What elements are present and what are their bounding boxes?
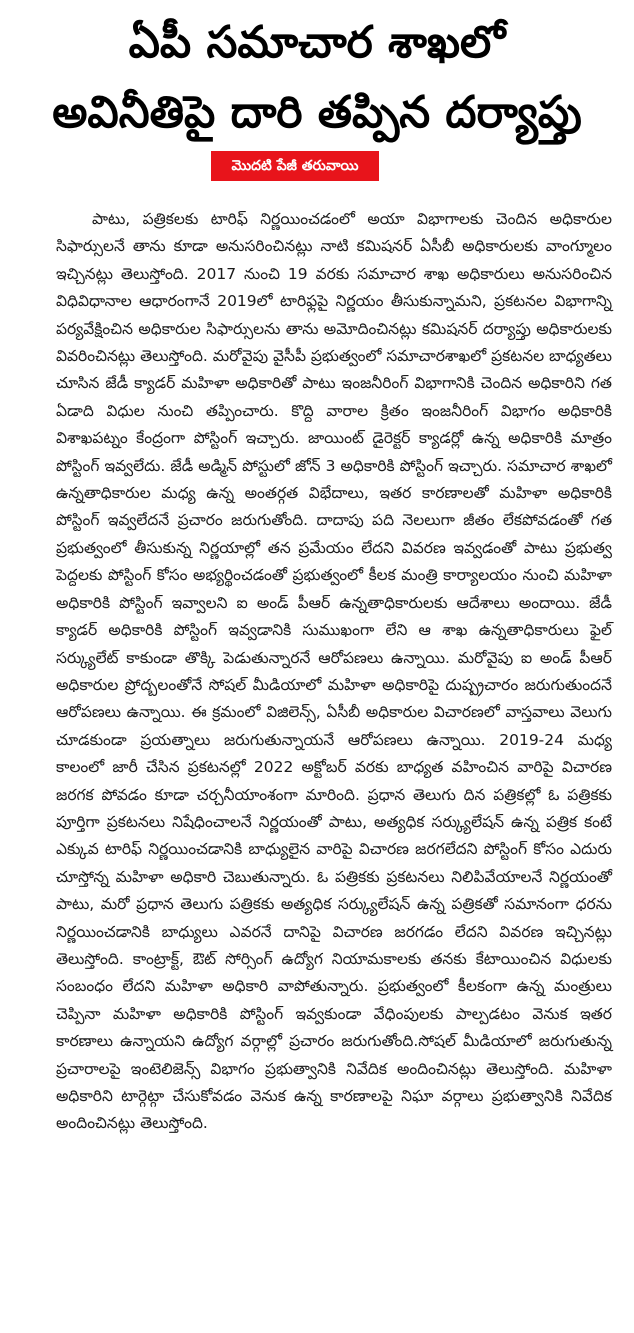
article-paragraph: పాటు, పత్రికలకు టారిఫ్ నిర్ణయించడంలో అయా విభాగాలకు చెందిన అధికారుల సిఫార్సులనే తాను కూడా అనుసరించినట్లు నాటి కమిషనర్ ఏసీబీ అధికారులకు వాంగ్మూలం ఇచ్చినట్లు తెలుస్తోంది. 2017 నుంచి 19 వరకు సమాచార శాఖ అధికారులు అనుసరించిన విధివిధానాల ఆధారంగానే 2019లో టారిఫ్లపై నిర్ణయం తీసుకున్నామని, ప్రకటనల విభాగాన్ని పర్యవేక్షించిన అధికారుల సిఫార్సులను తాను అమోదించినట్లు కమిషనర్ దర్యాప్తు అధికారులకు వివరించినట్లు తెలుస్తోంది. మరోవైపు వైసీపీ ప్రభుత్వంలో సమాచారశాఖలో ప్రకటనల బాధ్యతలు చూసిన జేడీ క్యాడర్ మహిళా అధికారితో పాటు ఇంజనీరింగ్ విభాగానికి చెందిన అధికారిని గత ఏడాది విధుల నుంచి తప్పించారు. కొద్ది వారాల క్రితం ఇంజనీరింగ్ విభాగం అధికారికి విశాఖపట్నం కేంద్రంగా పోస్టింగ్ ఇచ్చారు. జాయింట్ డైరెక్టర్ క్యాడర్లో ఉన్న అధికారికి మాత్రం పోస్టింగ్ ఇవ్వలేదు. జేడీ అడ్మిన్ పోస్టులో జోన్ 3 అధికారికి పోస్టింగ్ ఇచ్చారు. సమాచార శాఖలో ఉన్నతాధికారుల మధ్య ఉన్న అంతర్గత విభేదాలు, ఇతర కారణాలతో మహిళా అధికారికి పోస్టింగ్ ఇవ్వలేదనే ప్రచారం జరుగుతోంది. దాదాపు పది నెలలుగా జీతం లేకపోవడంతో గత ప్రభుత్వంలో తీసుకున్న నిర్ణయాల్లో తన ప్రమేయం లేదని వివరణ ఇవ్వడంతో పాటు ప్రభుత్వ పెద్దలకు పోస్టింగ్ కోసం అభ్యర్థించడంతో ప్రభుత్వంలో కీలక మంత్రి కార్యాలయం నుంచి మహిళా అధికారికి పోస్టింగ్ ఇవ్వాలని ఐ అండ్ పీఆర్ ఉన్నతాధికారులకు ఆదేశాలు అందాయి. జేడీ క్యాడర్ అధికారికి పోస్టింగ్ ఇవ్వడానికి సుముఖంగా లేని ఆ శాఖ ఉన్నతాధికారులు ఫైల్ సర్క్యులేట్ కాకుండా తొక్కి పెడుతున్నారనే ఆరోపణలు ఉన్నాయి. మరోవైపు ఐ అండ్ పీఆర్ అధికారుల ప్రోద్బలంతోనే సోషల్ మీడియాలో మహిళా అధికారిపై దుష్ప్రచారం జరుగుతుందనే ఆరోపణలు ఉన్నాయి. ఈ క్రమంలో విజిలెన్స్, ఏసీబీ అధికారుల విచారణలో వాస్తవాలు వెలుగు చూడకుండా ప్రయత్నాలు జరుగుతున్నాయనే ఆరోపణలు ఉన్నాయి. 2019-24 మధ్య కాలంలో జారీ చేసిన ప్రకటనల్లో 2022 అక్టోబర్ వరకు బాధ్యత వహించిన వారిపై విచారణ జరగక పోవడం కూడా చర్చనీయాంశంగా మారింది. ప్రధాన తెలుగు దిన పత్రికల్లో ఓ పత్రికకు పూర్తిగా ప్రకటనలు నిషేధించాలనే నిర్ణయంతో పాటు, అత్యధిక సర్క్యులేషన్ ఉన్న పత్రిక కంటే ఎక్కువ టారిఫ్ నిర్ణయించడానికి బాధ్యులైన వారిపై విచారణ జరగలేదని పోస్టింగ్ కోసం ఎదురు చూస్తోన్న మహిళా అధికారి చెబుతున్నారు. ఓ పత్రికకు ప్రకటనలు నిలిపివేయాలనే నిర్ణయంతో పాటు, మరో ప్రధాన తెలుగు పత్రికకు అత్యధిక సర్క్యులేషన్ ఉన్న పత్రికతో సమానంగా ధరను నిర్ణయించడానికి బాధ్యులు ఎవరనే దానిపై విచారణ జరగడం లేదని వివరణ ఇచ్చినట్లు తెలుస్తోంది. కాంట్రాక్ట్, ఔట్ సోర్సింగ్ ఉద్యోగ నియామకాలకు తనకు కేటాయించిన విధులకు సంబంధం లేదని మహిళా అధికారి వాపోతున్నారు. ప్రభుత్వంలో కీలకంగా ఉన్న మంత్రులు చెప్పినా మహిళా అధికారికి పోస్టింగ్ ఇవ్వకుండా వేధింపులకు పాల్పడటం వెనుక ఇతర కారణాలు ఉన్నాయని ఉద్యోగ వర్గాల్లో ప్రచారం జరుగుతోంది.సోషల్ మీడియాలో జరుగుతున్న ప్రచారాలపై ఇంటెలిజెన్స్ విభాగం ప్రభుత్వానికి నివేదిక అందించినట్లు తెలుస్తోంది. మహిళా అధికారిని టార్గెట్గా చేసుకోవడం వెనుక ఉన్న కారణాలపై నిఘా వర్గాలు ప్రభుత్వానికి నివేదిక అందించినట్లు తెలుస్తోంది. (56, 210, 613, 1133)
headline (0, 8, 634, 148)
headline-line-2: అవినీతిపై దారి తప్పిన దర్యాప్తు (52, 87, 582, 138)
article-body (56, 206, 612, 1138)
continued-from-front-page-tag: మొదటి పేజీ తరువాయి (211, 151, 379, 181)
headline-line-1: ఏపీ సమాచార శాఖలో (128, 17, 506, 68)
